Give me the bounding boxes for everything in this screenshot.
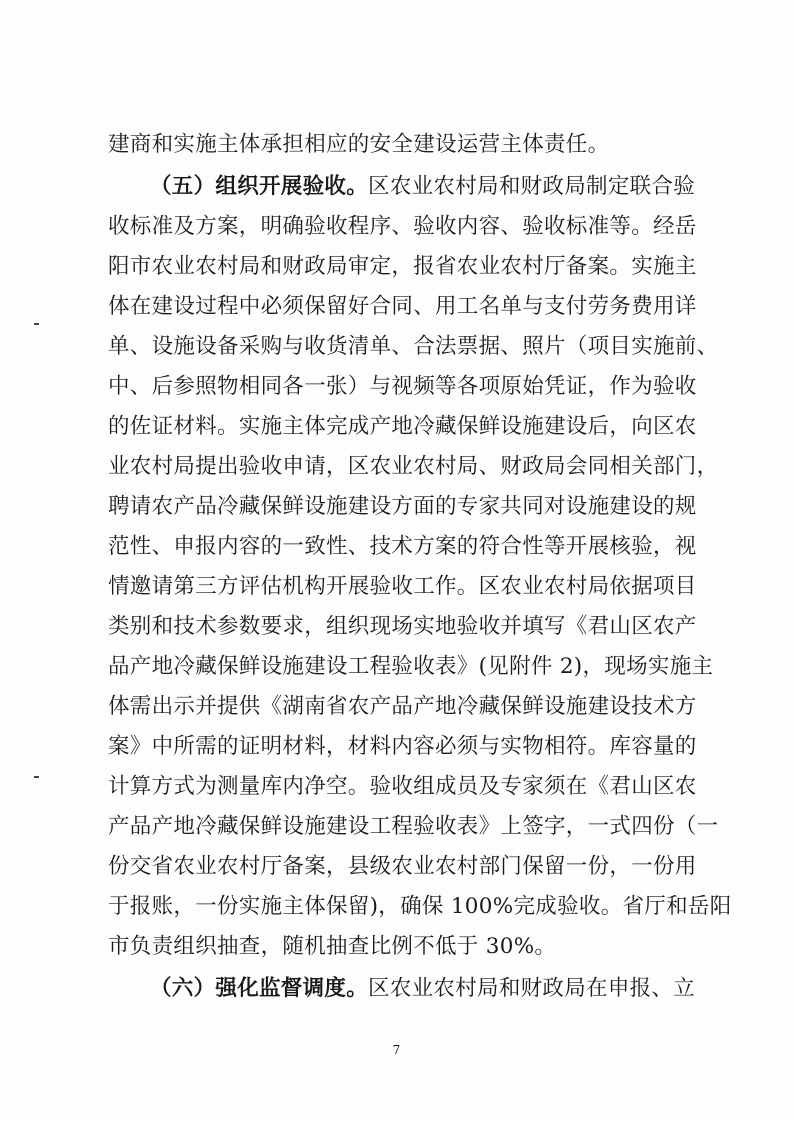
paragraph-line (108, 692, 697, 722)
line-text: 阳市农业农村局和财政局审定，报省农业农村厅备案。实施主 (108, 254, 697, 279)
line-text: 聘请农产品冷藏保鲜设施建设方面的专家共同对设施建设的规 (108, 494, 697, 519)
line-text: 市负责组织抽查，随机抽查比例不低于 30%。 (108, 934, 557, 959)
paragraph-line (108, 292, 697, 322)
paragraph-line (108, 532, 697, 562)
paragraph-line (108, 772, 697, 802)
margin-mark (34, 776, 39, 778)
paragraph-line (108, 130, 682, 160)
line-text: 业农村局提出验收申请，区农业农村局、财政局会同相关部门， (108, 454, 719, 479)
paragraph-line (108, 252, 697, 282)
line-text: 单、设施设备采购与收货清单、合法票据、照片（项目实施前、 (108, 334, 719, 359)
paragraph-line (108, 332, 719, 362)
paragraph-line (108, 452, 719, 482)
section-5-first-line (150, 172, 696, 202)
paragraph-line (108, 572, 697, 602)
paragraph-line (108, 412, 697, 442)
paragraph-line (108, 612, 697, 642)
line-text: 收标准及方案，明确验收程序、验收内容、验收标准等。经岳 (108, 214, 697, 239)
paragraph-line (108, 892, 732, 922)
line-text: 品产地冷藏保鲜设施建设工程验收表》(见附件 2)，现场实施主 (108, 654, 714, 679)
line-text: 范性、申报内容的一致性、技术方案的符合性等开展核验，视 (108, 534, 697, 559)
line-text: 类别和技术参数要求，组织现场实地验收并填写《君山区农产 (108, 614, 697, 639)
section-6-first-line (150, 974, 696, 1004)
paragraph-line (108, 732, 697, 762)
line-text: 区农业农村局和财政局在申报、立 (368, 976, 696, 1001)
line-text: 计算方式为测量库内净空。验收组成员及专家须在《君山区农 (108, 774, 697, 799)
paragraph-line (108, 812, 719, 842)
line-text: 中、后参照物相同各一张）与视频等各项原始凭证，作为验收 (108, 374, 697, 399)
paragraph-line (108, 212, 697, 242)
line-text: 区农业农村局和财政局制定联合验 (368, 174, 696, 199)
line-text: 份交省农业农村厅备案，县级农业农村部门保留一份，一份用 (108, 854, 697, 879)
paragraph-line (108, 492, 697, 522)
line-text: 案》中所需的证明材料，材料内容必须与实物相符。库容量的 (108, 734, 697, 759)
line-text: 的佐证材料。实施主体完成产地冷藏保鲜设施建设后，向区农 (108, 414, 697, 439)
section-6-heading: （六）强化监督调度。 (150, 976, 369, 1001)
line-text: 情邀请第三方评估机构开展验收工作。区农业农村局依据项目 (108, 574, 697, 599)
line-text: 于报账，一份实施主体保留)，确保 100%完成验收。省厅和岳阳 (108, 894, 732, 919)
line-text: 产品产地冷藏保鲜设施建设工程验收表》上签字，一式四份（一 (108, 814, 719, 839)
paragraph-line (108, 932, 682, 962)
paragraph-line (108, 852, 697, 882)
line-text: 建商和实施主体承担相应的安全建设运营主体责任。 (108, 132, 610, 157)
paragraph-line (108, 372, 697, 402)
margin-mark (34, 323, 39, 325)
paragraph-line (108, 652, 714, 682)
line-text: 体需出示并提供《湖南省农产品产地冷藏保鲜设施建设技术方 (108, 694, 697, 719)
section-5-heading: （五）组织开展验收。 (150, 174, 369, 199)
line-text: 体在建设过程中必须保留好合同、用工名单与支付劳务费用详 (108, 294, 697, 319)
page-number: 7 (392, 1043, 401, 1057)
